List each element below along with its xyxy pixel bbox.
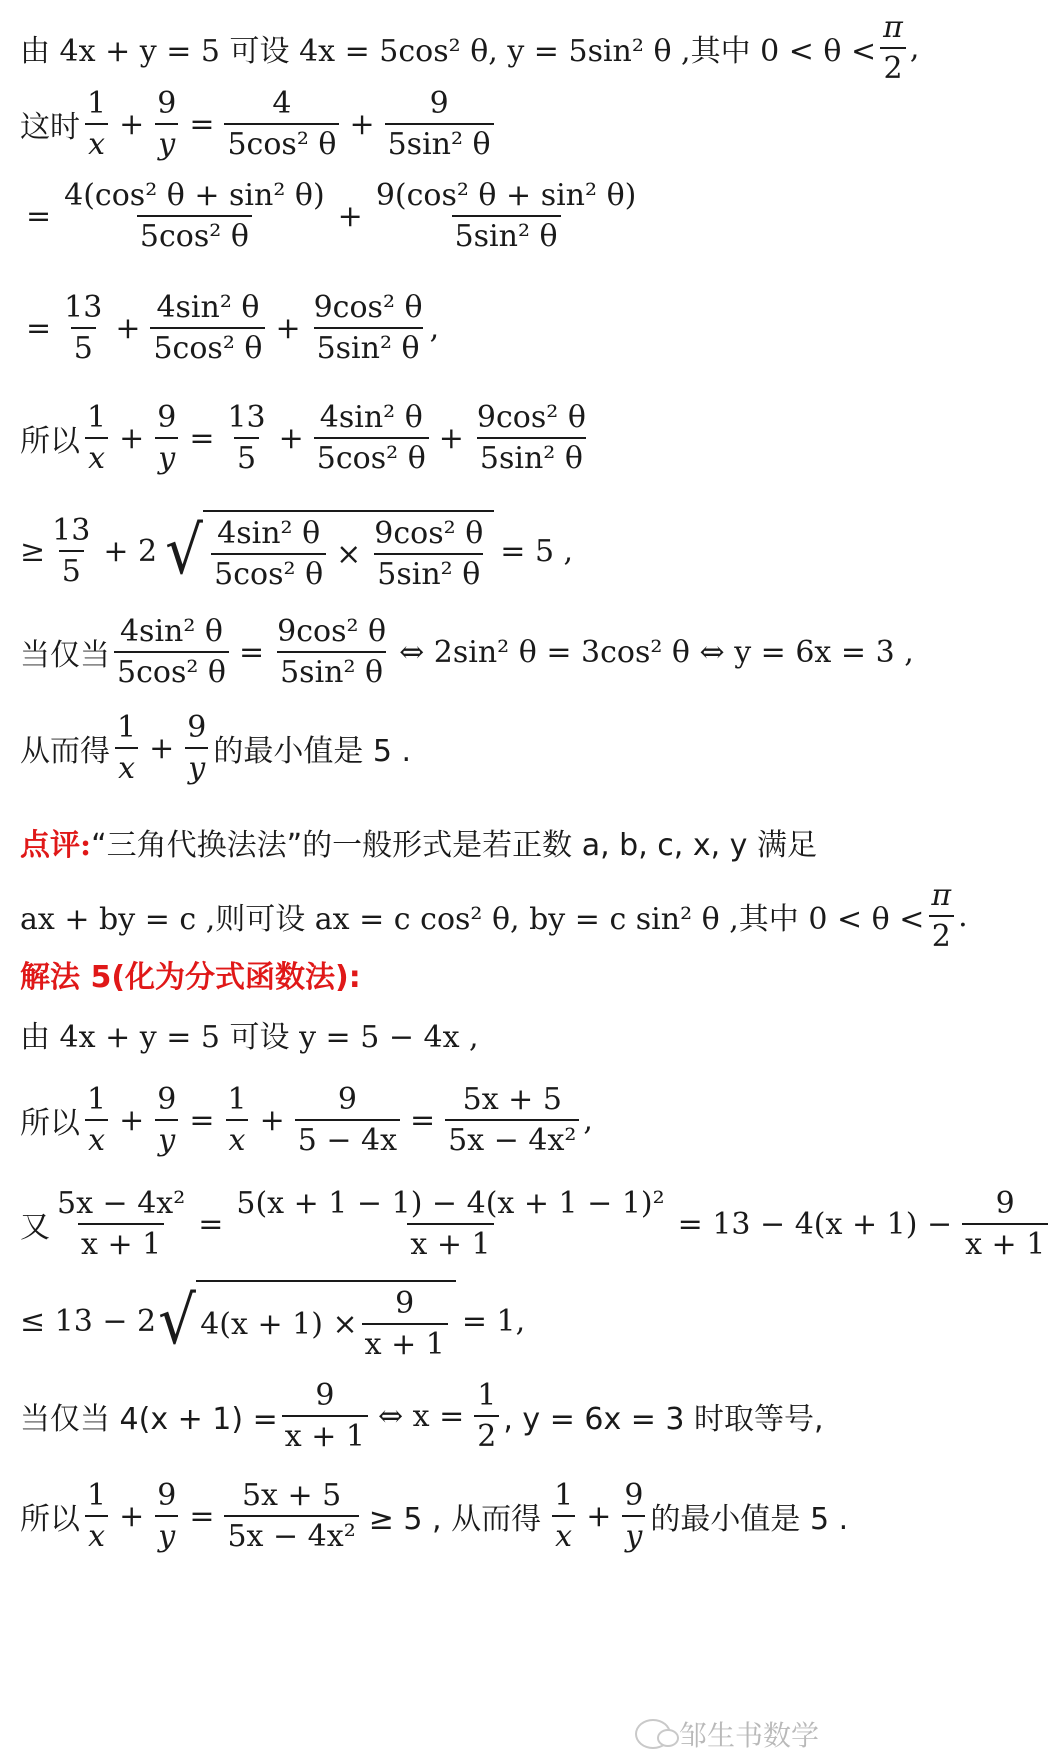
fraction: $\frac{1}{x}$ [87,86,107,162]
fraction: $\frac{13}{5}$ [52,513,91,589]
fraction: $\frac{\text{4sin² θ}}{\text{5cos² θ}}$ [314,400,429,476]
line-11 [20,952,361,996]
fraction: $\frac{1}{x}$ [117,710,137,786]
fraction: $\frac{\text{4sin² θ}}{\text{5cos² θ}}$ [150,290,265,366]
fraction: $\frac{\text{5(x + 1 − 1) − 4(x + 1 − 1)²}}{x + 1}$ [236,1186,665,1262]
comment-label: 点评: [20,828,92,863]
line-5: 所以 $\frac{1}{x}$ + $\frac{9}{y}$ = $\frac{13}{5}$ + $\frac{\text{4sin² θ}}{\text{5cos² θ}}$ + $\frac{\text{9cos² θ}}{\text{5sin² θ}}$ [20,400,593,476]
fraction: $\frac{9}{x + 1}$ [362,1286,448,1362]
fraction: $\frac{9}{y}$ [624,1478,644,1554]
fraction: $\frac{1}{2}$ [474,1378,499,1454]
line-17: 所以 $\frac{1}{x}$ + $\frac{9}{y}$ = $\frac{5x + 5}{\text{5x − 4x²}}$ ≥ 5 , 从而得 $\frac{1}{x}$ + $\frac{9}{y}$ 的最小值是 5 . [20,1478,849,1554]
fraction: $\frac{\text{4sin² θ}}{\text{5cos² θ}}$ [211,516,326,592]
fraction: $\frac{9}{x + 1}$ [282,1378,368,1454]
line-2: 这时 $\frac{1}{x}$ + $\frac{9}{y}$ = $\frac{4}{\text{5cos² θ}}$ + $\frac{9}{\text{5sin² θ}}$ [20,86,498,162]
line-6: ≥ $\frac{13}{5}$ + 2 √ $\frac{\text{4sin² θ}}{\text{5cos² θ}}$ × $\frac{\text{9cos² θ}}{\text{5sin² θ}}$ = 5 , [20,512,574,592]
fraction: $\frac{13}{5}$ [227,400,266,476]
line-13: 所以 $\frac{1}{x}$ + $\frac{9}{y}$ = $\frac{1}{x}$ + $\frac{9}{5 - 4x}$ = $\frac{5x + 5}{\text{5x − 4x²}}$ , [20,1082,593,1158]
solution-5-heading: 解法 5(化为分式函数法): [20,960,361,995]
watermark [635,1714,819,1754]
line-8: 从而得 $\frac{1}{x}$ + $\frac{9}{y}$ 的最小值是 5 . [20,710,412,786]
fraction: $\frac{9}{x + 1}$ [962,1186,1048,1262]
fraction-pi-over-2: $\frac{\pi}{2}$ [880,10,906,86]
fraction: $\frac{1}{x}$ [87,1478,107,1554]
fraction: $\frac{1}{x}$ [227,1082,247,1158]
fraction: $\frac{\text{4sin² θ}}{\text{5cos² θ}}$ [114,614,229,690]
square-root: √ 4(x + 1) × $\frac{9}{x + 1}$ [156,1280,456,1362]
line-16: 当仅当 4(x + 1) = $\frac{9}{x + 1}$ ⇔ x = $\frac{1}{2}$ , y = 6x = 3 时取等号, [20,1378,824,1454]
line-4: = $\frac{13}{5}$ + $\frac{\text{4sin² θ}}{\text{5cos² θ}}$ + $\frac{\text{9cos² θ}}{\text{5sin² θ}}$ , [26,290,440,366]
line-12-text: 由 4x + y = 5 可设 y = 5 − 4x , [20,1020,479,1055]
line-15: ≤ 13 − 2 √ 4(x + 1) × $\frac{9}{x + 1}$ = 1, [20,1282,526,1362]
line-14: 又 $\frac{\text{5x − 4x²}}{x + 1}$ = $\frac{\text{5(x + 1 − 1) − 4(x + 1 − 1)²}}{x + 1}$ = 13 − 4(x + 1) − $\frac{9}{x + 1}$ [20,1186,1052,1262]
line-10-text: ax + by = c ,则可设 ax = c cos² θ, by = c sin² θ ,其中 0 < θ < [20,902,925,937]
fraction: $\frac{5x + 5}{\text{5x − 4x²}}$ [445,1082,579,1158]
fraction: $\frac{\text{4(cos² θ + sin² θ)}}{\text{5cos² θ}}$ [64,178,325,254]
fraction: $\frac{\text{9cos² θ}}{\text{5sin² θ}}$ [476,400,586,476]
fraction: $\frac{\text{9(cos² θ + sin² θ)}}{\text{5sin² θ}}$ [375,178,637,254]
line-1: 由 4x + y = 5 可设 4x = 5cos² θ, y = 5sin² θ ,其中 0 < θ < $\frac{\pi}{2}$ , [20,10,920,86]
fraction: $\frac{\text{9cos² θ}}{\text{5sin² θ}}$ [313,290,423,366]
fraction: $\frac{9}{y}$ [157,86,177,162]
square-root: √ $\frac{\text{4sin² θ}}{\text{5cos² θ}}$ × $\frac{\text{9cos² θ}}{\text{5sin² θ}}$ [163,510,494,592]
fraction: $\frac{\text{5x − 4x²}}{x + 1}$ [57,1186,186,1262]
watermark-text: 邹生书数学 [678,1719,819,1752]
line-12 [20,1012,479,1056]
fraction: $\frac{9}{y}$ [157,1478,177,1554]
radical-sign-icon: √ [165,512,204,589]
fraction: $\frac{9}{y}$ [187,710,207,786]
line-7: 当仅当 $\frac{\text{4sin² θ}}{\text{5cos² θ}}$ = $\frac{\text{9cos² θ}}{\text{5sin² θ}}$ ⇔ 2sin² θ = 3cos² θ ⇔ y = 6x = 3 , [20,614,914,690]
comment-text: “三角代换法法”的一般形式是若正数 a, b, c, x, y 满足 [91,828,817,863]
line-10: ax + by = c ,则可设 ax = c cos² θ, by = c sin² θ ,其中 0 < θ < $\frac{\pi}{2}$ . [20,878,968,954]
fraction: $\frac{4}{\text{5cos² θ}}$ [224,86,339,162]
fraction: $\frac{\text{9cos² θ}}{\text{5sin² θ}}$ [277,614,387,690]
fraction: $\frac{\text{9cos² θ}}{\text{5sin² θ}}$ [374,516,484,592]
fraction: $\frac{9}{y}$ [157,400,177,476]
fraction: $\frac{5x + 5}{\text{5x − 4x²}}$ [224,1478,358,1554]
fraction: $\frac{13}{5}$ [64,290,103,366]
fraction-pi-over-2: $\frac{\pi}{2}$ [928,878,954,954]
fraction: $\frac{9}{y}$ [157,1082,177,1158]
wechat-icon [635,1719,671,1749]
fraction: $\frac{9}{5 - 4x}$ [295,1082,400,1158]
fraction: $\frac{9}{\text{5sin² θ}}$ [385,86,494,162]
line-1-text: 由 4x + y = 5 可设 4x = 5cos² θ, y = 5sin² θ ,其中 0 < θ < [20,34,877,69]
fraction: $\frac{1}{x}$ [87,1082,107,1158]
line-9 [20,820,817,864]
fraction: $\frac{1}{x}$ [554,1478,574,1554]
radical-sign-icon: √ [158,1282,197,1359]
fraction: $\frac{1}{x}$ [87,400,107,476]
line-3: = $\frac{\text{4(cos² θ + sin² θ)}}{\text{5cos² θ}}$ + $\frac{\text{9(cos² θ + sin² θ)}}{\text{5sin² θ}}$ [20,178,643,254]
